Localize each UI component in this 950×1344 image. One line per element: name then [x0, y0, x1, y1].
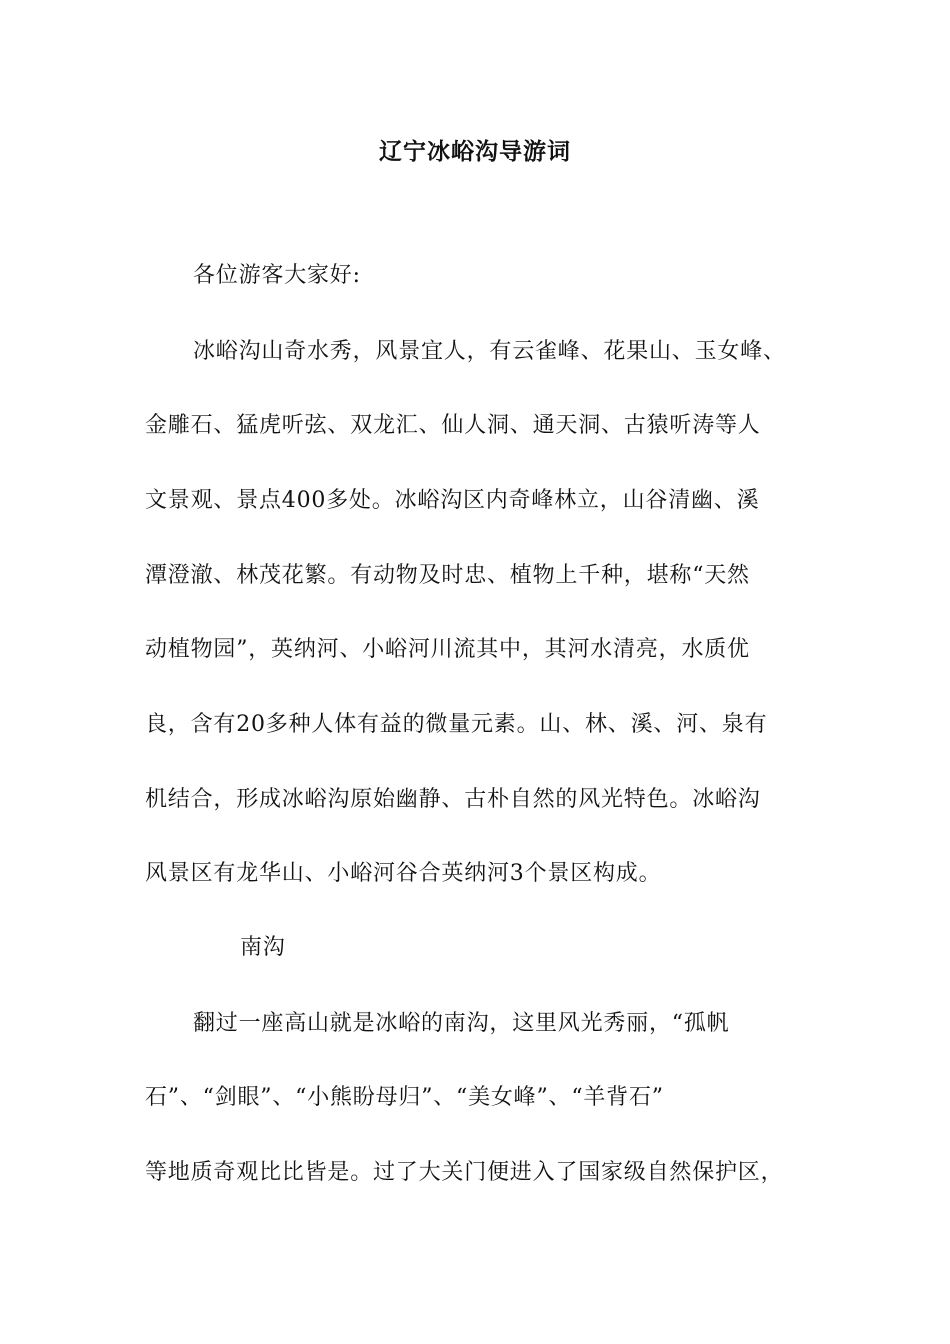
document-title: 辽宁冰峪沟导游词 — [379, 138, 571, 165]
paragraph-line: 良，含有20多种人体有益的微量元素。山、林、溪、河、泉有 — [145, 712, 768, 737]
paragraph-line: 文景观、景点400多处。冰峪沟区内奇峰林立，山谷清幽、溪 — [145, 488, 760, 513]
paragraph-line: 翻过一座高山就是冰峪的南沟，这里风光秀丽，“孤帆 — [193, 1011, 730, 1036]
greeting-line: 各位游客大家好: — [193, 263, 361, 288]
paragraph-line: 风景区有龙华山、小峪河谷合英纳河3个景区构成。 — [145, 861, 662, 886]
paragraph-line: 冰峪沟山奇水秀，风景宜人，有云雀峰、花果山、玉女峰、 — [193, 339, 786, 364]
paragraph-line: 潭澄澈、林茂花繁。有动物及时忠、植物上千种，堪称“天然 — [145, 563, 750, 588]
paragraph-line: 金雕石、猛虎听弦、双龙汇、仙人洞、通天洞、古猿听涛等人 — [145, 413, 761, 438]
paragraph-line: 动植物园”，英纳河、小峪河川流其中，其河水清亮，水质优 — [145, 637, 750, 662]
paragraph-line: 机结合，形成冰峪沟原始幽静、古朴自然的风光特色。冰峪沟 — [145, 787, 761, 812]
section-heading: 南沟 — [240, 935, 286, 960]
paragraph-line: 等地质奇观比比皆是。过了大关门便进入了国家级自然保护区， — [145, 1160, 784, 1185]
paragraph-line: 石”、“剑眼”、“小熊盼母归”、“美女峰”、“羊背石” — [145, 1085, 664, 1110]
